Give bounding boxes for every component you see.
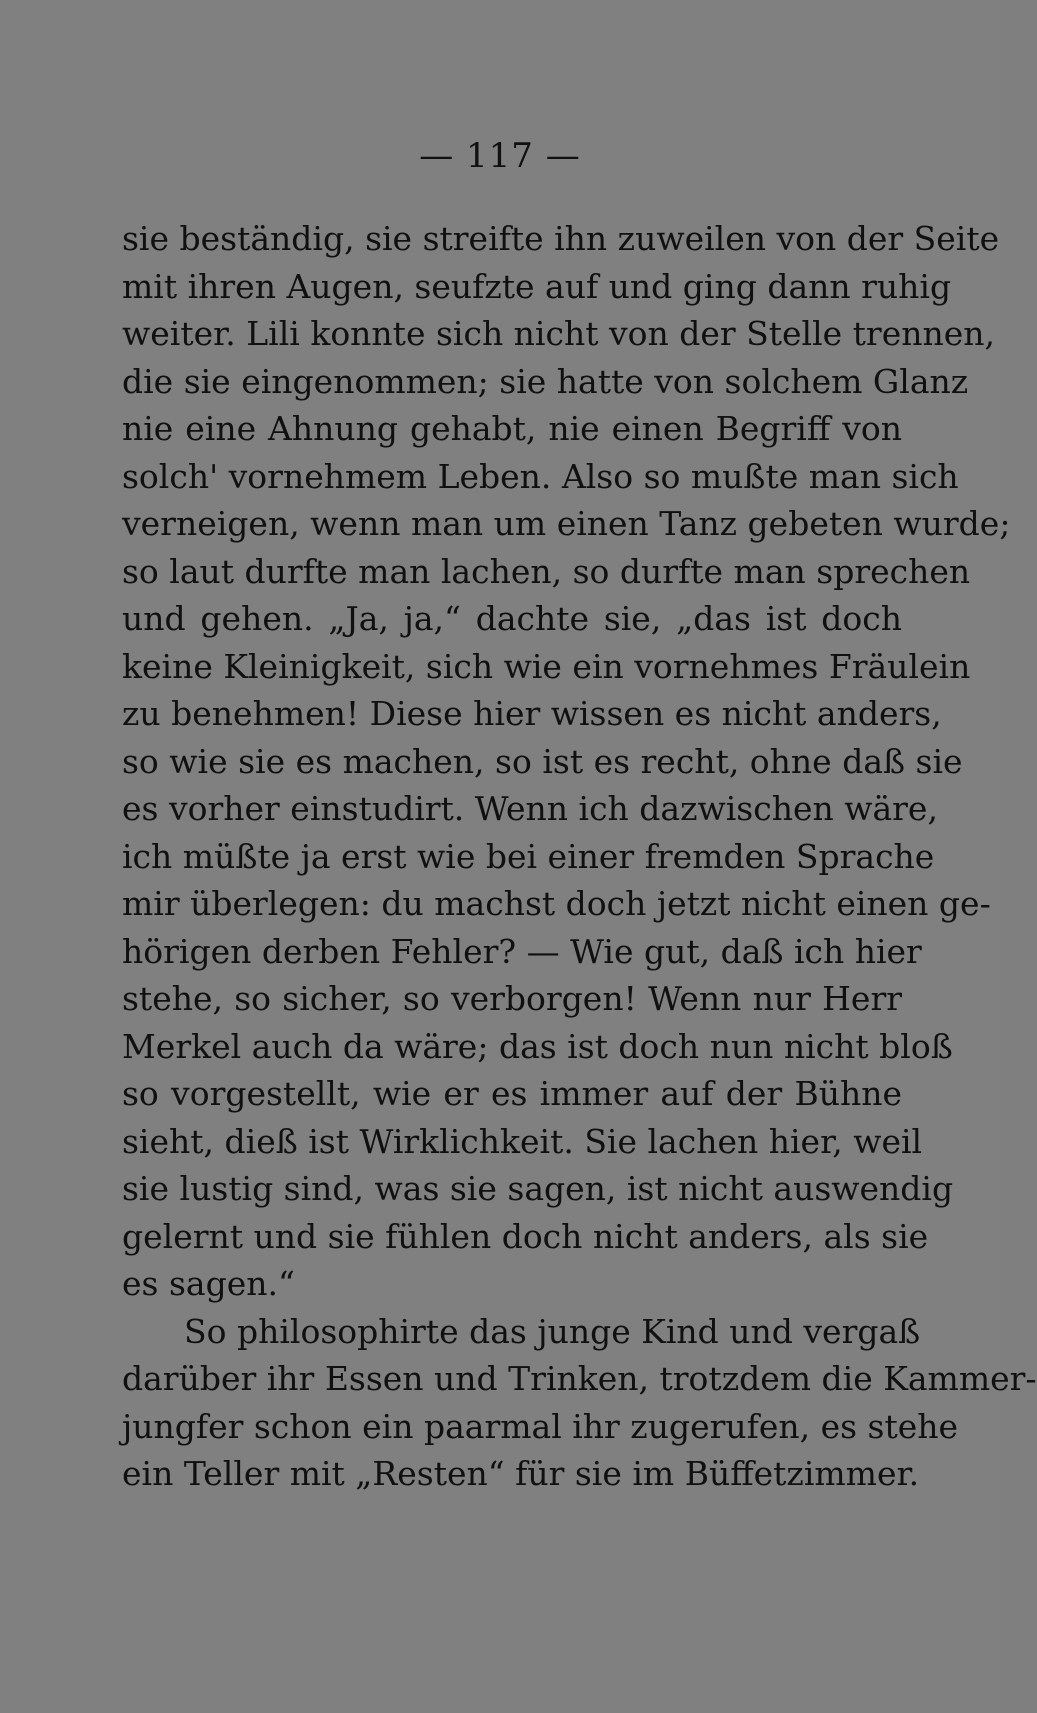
text-line: die sie eingenommen; sie hatte von solchem Glanz <box>122 361 969 401</box>
text-line: sie lustig sind, was sie sagen, ist nicht auswendig <box>122 1169 954 1208</box>
text-line: und gehen. „Ja, ja,“ dachte sie, „das ist doch <box>122 599 902 638</box>
text-line: gelernt und sie fühlen doch nicht anders, als sie <box>122 1216 929 1256</box>
text-line: So philosophirte das junge Kind und vergaß <box>184 1311 921 1351</box>
body-text <box>122 215 1037 1498</box>
text-line: stehe, so sicher, so verborgen! Wenn nur Herr <box>122 979 902 1018</box>
text-line: ich müßte ja erst wie bei einer fremden Sprache <box>122 836 935 876</box>
text-line: darüber ihr Essen und Trinken, trotzdem die Kammer- <box>122 1359 1037 1398</box>
text-line: es sagen.“ <box>122 1264 295 1303</box>
text-line: verneigen, wenn man um einen Tanz gebeten wurde; <box>122 504 1011 543</box>
page-number: — 117 — <box>419 136 581 176</box>
text-line: weiter. Lili konnte sich nicht von der Stelle trennen, <box>122 314 996 353</box>
text-line: mit ihren Augen, seufzte auf und ging dann ruhig <box>122 266 952 306</box>
text-line: sieht, dieß ist Wirklichkeit. Sie lachen hier, weil <box>122 1121 923 1161</box>
text-line: mir überlegen: du machst doch jetzt nicht einen ge- <box>122 884 991 923</box>
text-line: solch' vornehmem Leben. Also so mußte man sich <box>122 456 959 496</box>
text-line: so wie sie es machen, so ist es recht, ohne daß sie <box>122 741 963 781</box>
text-line: so laut durfte man lachen, so durfte man sprechen <box>122 551 971 591</box>
text-line: hörigen derben Fehler? — Wie gut, daß ich hier <box>122 931 922 971</box>
text-line: jungfer schon ein paarmal ihr zugerufen, es stehe <box>122 1406 959 1446</box>
text-line: sie beständig, sie streifte ihn zuweilen von der Seite <box>122 219 1000 258</box>
text-line: es vorher einstudirt. Wenn ich dazwischen wäre, <box>122 789 938 828</box>
text-line: nie eine Ahnung gehabt, nie einen Begriff von <box>122 409 902 448</box>
text-line: keine Kleinigkeit, sich wie ein vornehmes Fräulein <box>122 646 971 686</box>
text-line: zu benehmen! Diese hier wissen es nicht anders, <box>122 694 942 733</box>
text-line: ein Teller mit „Resten“ für sie im Büffetzimmer. <box>122 1454 920 1493</box>
text-line: Merkel auch da wäre; das ist doch nun nicht bloß <box>122 1026 953 1066</box>
text-line: so vorgestellt, wie er es immer auf der Bühne <box>122 1074 902 1113</box>
